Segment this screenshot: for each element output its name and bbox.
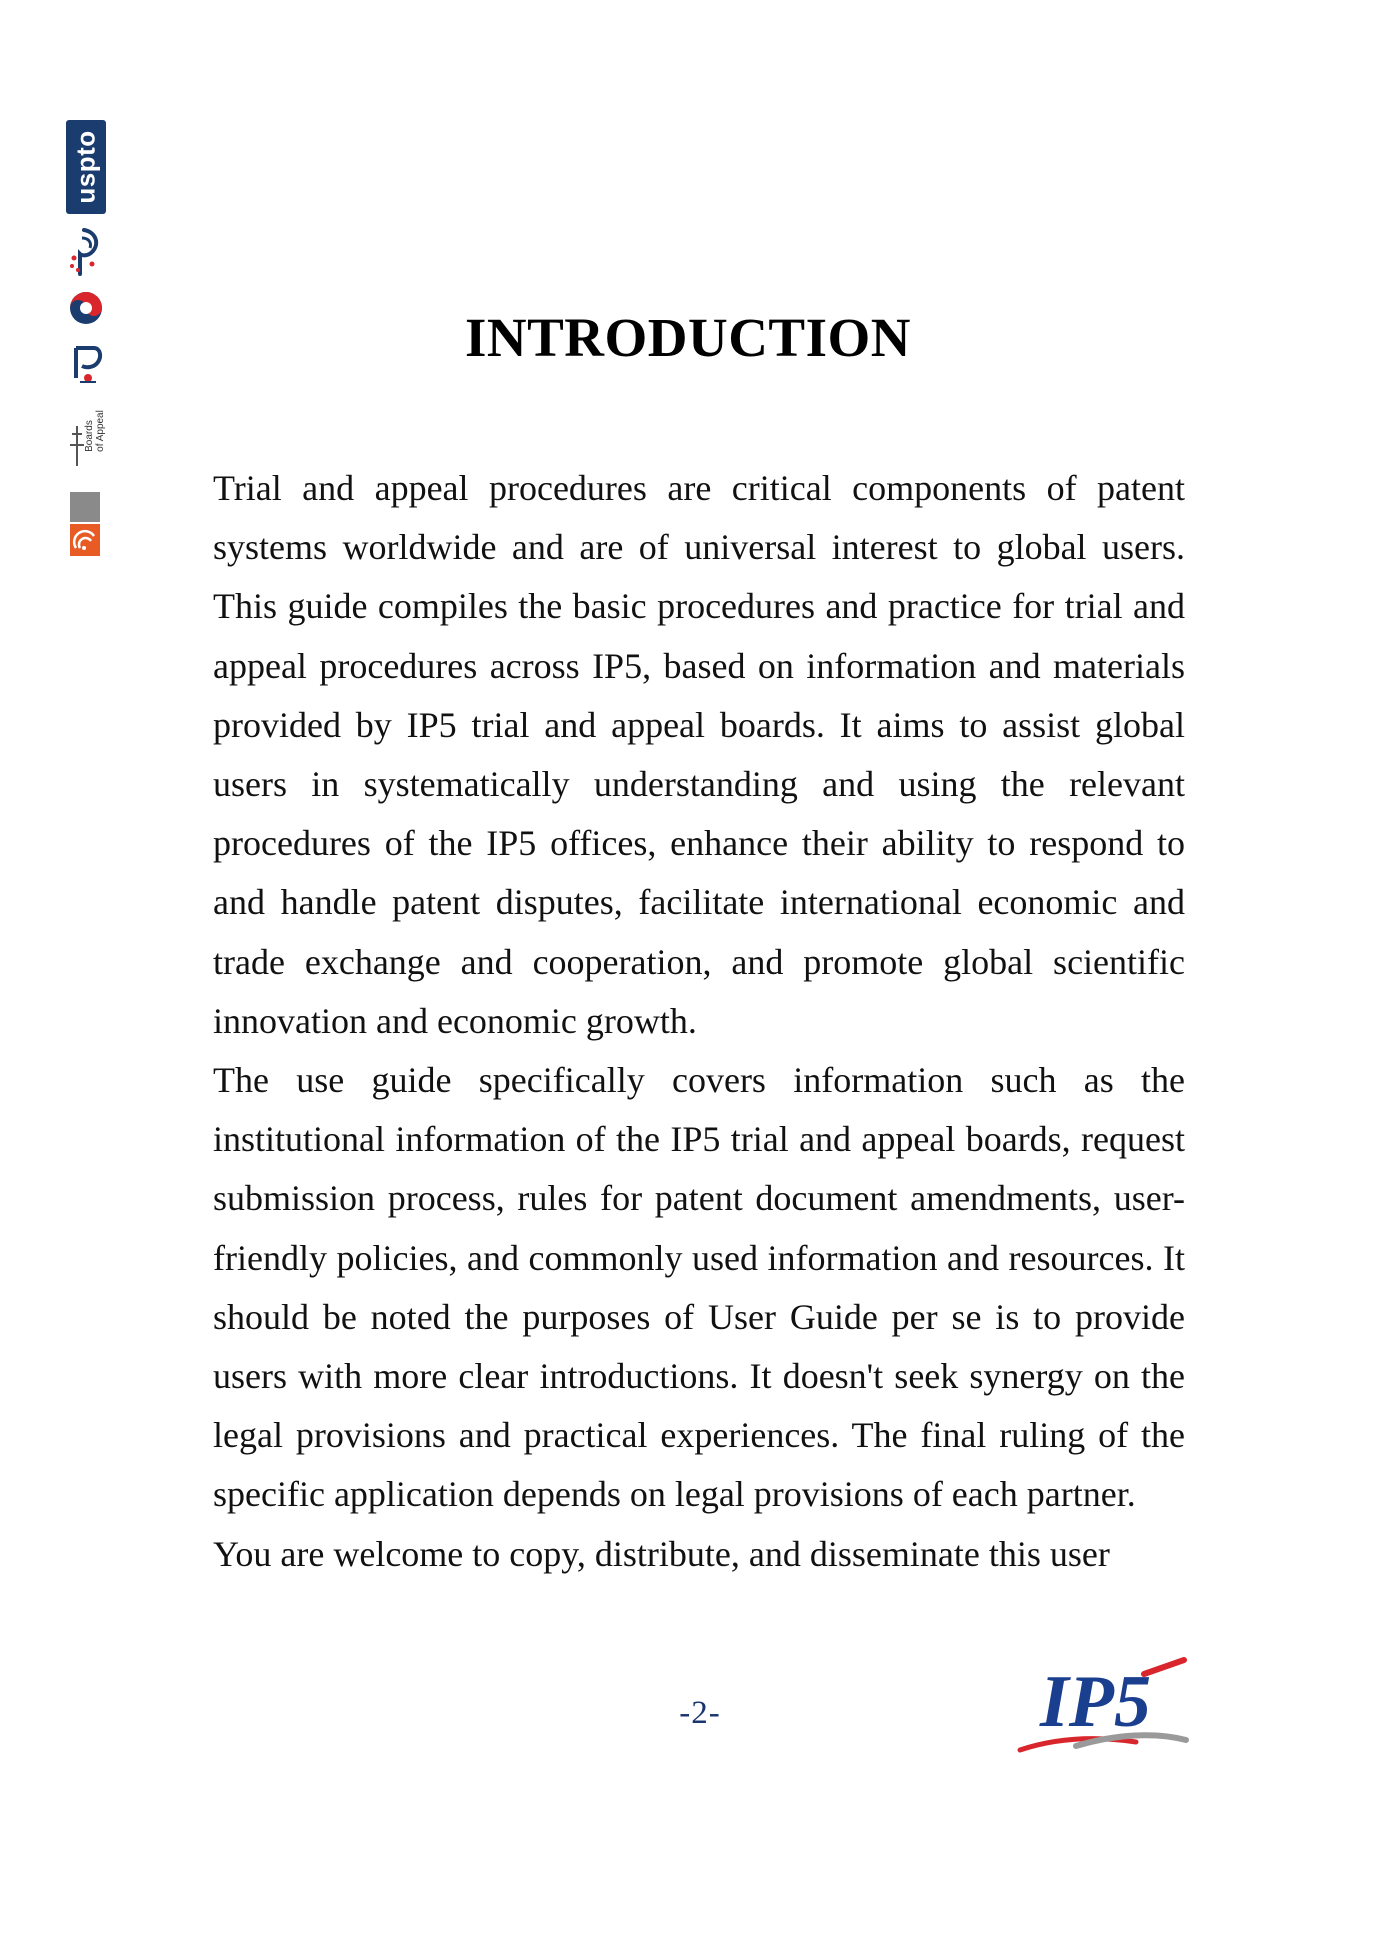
ip5-logo-text: IP5 bbox=[1040, 1661, 1151, 1743]
orange-office-logo-icon bbox=[70, 492, 100, 556]
boards-text-line2: of Appeal bbox=[94, 410, 106, 452]
uspto-logo bbox=[66, 120, 106, 214]
ip5-logo-icon bbox=[1016, 1654, 1192, 1758]
boards-of-appeal-text bbox=[84, 410, 106, 452]
page-number: -2- bbox=[679, 1695, 721, 1731]
paragraph: The use guide specifically covers information such as the institutional information of the IP5 trial and appeal boards, request submission process, rules for patent document amendments, user-friendly policies, and commonly used information and resources. It should be noted the purposes of User Guide per se is to provide users with more clear introductions. It doesn't seek synergy on the legal provisions and practical experiences. The final ruling of the specific application depends on legal provisions of each partner. bbox=[213, 1060, 1185, 1515]
jpo-emblem-icon bbox=[66, 226, 106, 278]
paragraph: You are welcome to copy, distribute, and disseminate this user bbox=[213, 1533, 1110, 1574]
uspto-logo-text: uspto bbox=[70, 130, 101, 204]
page-title: INTRODUCTION bbox=[464, 307, 912, 368]
paragraph: Trial and appeal procedures are critical components of patent systems worldwide and are of universal interest to global users. This guide compiles the basic procedures and practice for trial and appeal procedures across IP5, based on information and materials provided by IP5 trial and appeal boards. It aims to assist global users in systematically understanding and using the relevant procedures of the IP5 offices, enhance their ability to respond to and handle patent disputes, facilitate international economic and trade exchange and cooperation, and promote global scientific innovation and economic growth. bbox=[213, 468, 1185, 1041]
epo-boards-logo bbox=[66, 400, 106, 476]
boards-text-line1: Boards bbox=[83, 420, 95, 452]
body-text bbox=[213, 459, 1185, 1584]
